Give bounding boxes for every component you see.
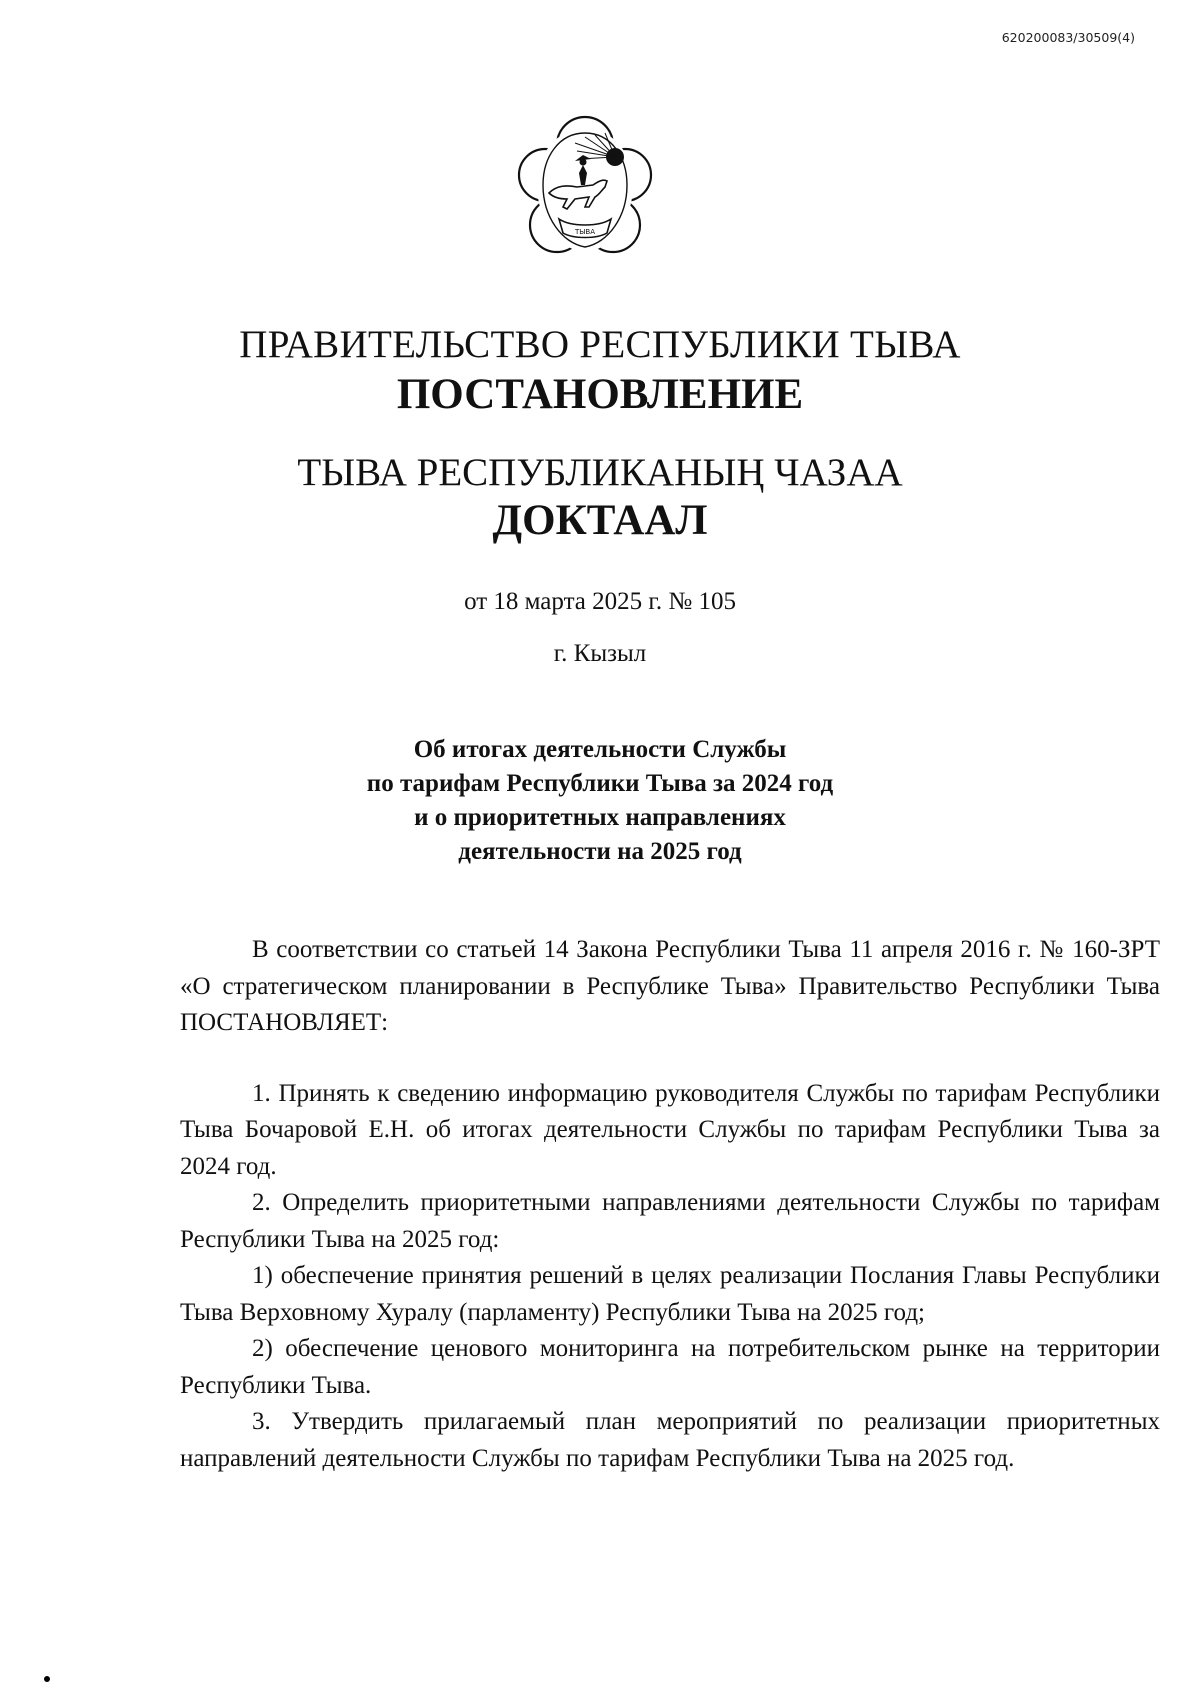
subject-line: по тарифам Республики Тыва за 2024 год xyxy=(366,770,834,797)
government-title-tyv: ТЫВА РЕСПУБЛИКАНЫҢ ЧАЗАА xyxy=(297,451,903,494)
subject-line: и о приоритетных направлениях xyxy=(414,804,786,831)
subject-line: деятельности на 2025 год xyxy=(458,838,742,865)
decree-title-ru: ПОСТАНОВЛЕНИЕ xyxy=(396,371,804,418)
emblem-label: ТЫВА xyxy=(574,228,596,236)
item-paragraph: 2) обеспечение ценового мониторинга на потребительском рынке на территории Республики Тыва. xyxy=(180,1335,1160,1399)
item-paragraph: 2. Определить приоритетными направлениями деятельности Службы по тарифам Республики Тыва на 2025 год: xyxy=(180,1189,1160,1253)
item-paragraph: 1) обеспечение принятия решений в целях реализации Послания Главы Республики Тыва Верховному Хуралу (парламенту) Республики Тыва на 2025 год; xyxy=(180,1262,1160,1326)
scan-mark xyxy=(44,1676,50,1682)
decree-subject xyxy=(0,733,1200,869)
item-paragraph: 3. Утвердить прилагаемый план мероприятий по реализации приоритетных направлений деятельности Службы по тарифам Республики Тыва на 2025 год. xyxy=(180,1408,1160,1472)
item-paragraph: 1. Принять к сведению информацию руководителя Службы по тарифам Республики Тыва Бочаровой Е.Н. об итогах деятельности Службы по тарифам Республики Тыва за 2024 год. xyxy=(180,1079,1160,1180)
decree-title-tyv: ДОКТААЛ xyxy=(492,497,708,544)
decree-city: г. Кызыл xyxy=(553,640,647,667)
decree-body xyxy=(180,932,1160,1477)
preamble-paragraph: В соответствии со статьей 14 Закона Республики Тыва 11 апреля 2016 г. № 160-ЗРТ «О стратегическом планировании в Республике Тыва» Правительство Республики Тыва ПОСТАНОВЛЯЕТ: xyxy=(180,936,1160,1036)
government-title-ru: ПРАВИТЕЛЬСТВО РЕСПУБЛИКИ ТЫВА xyxy=(239,323,961,366)
decree-date-number: от 18 марта 2025 г. № 105 xyxy=(464,588,736,615)
coat-of-arms-icon xyxy=(515,115,655,265)
subject-line: Об итогах деятельности Службы xyxy=(413,736,787,763)
coat-of-arms-emblem xyxy=(515,115,655,265)
registration-number: 620200083/30509(4) xyxy=(1001,30,1135,45)
